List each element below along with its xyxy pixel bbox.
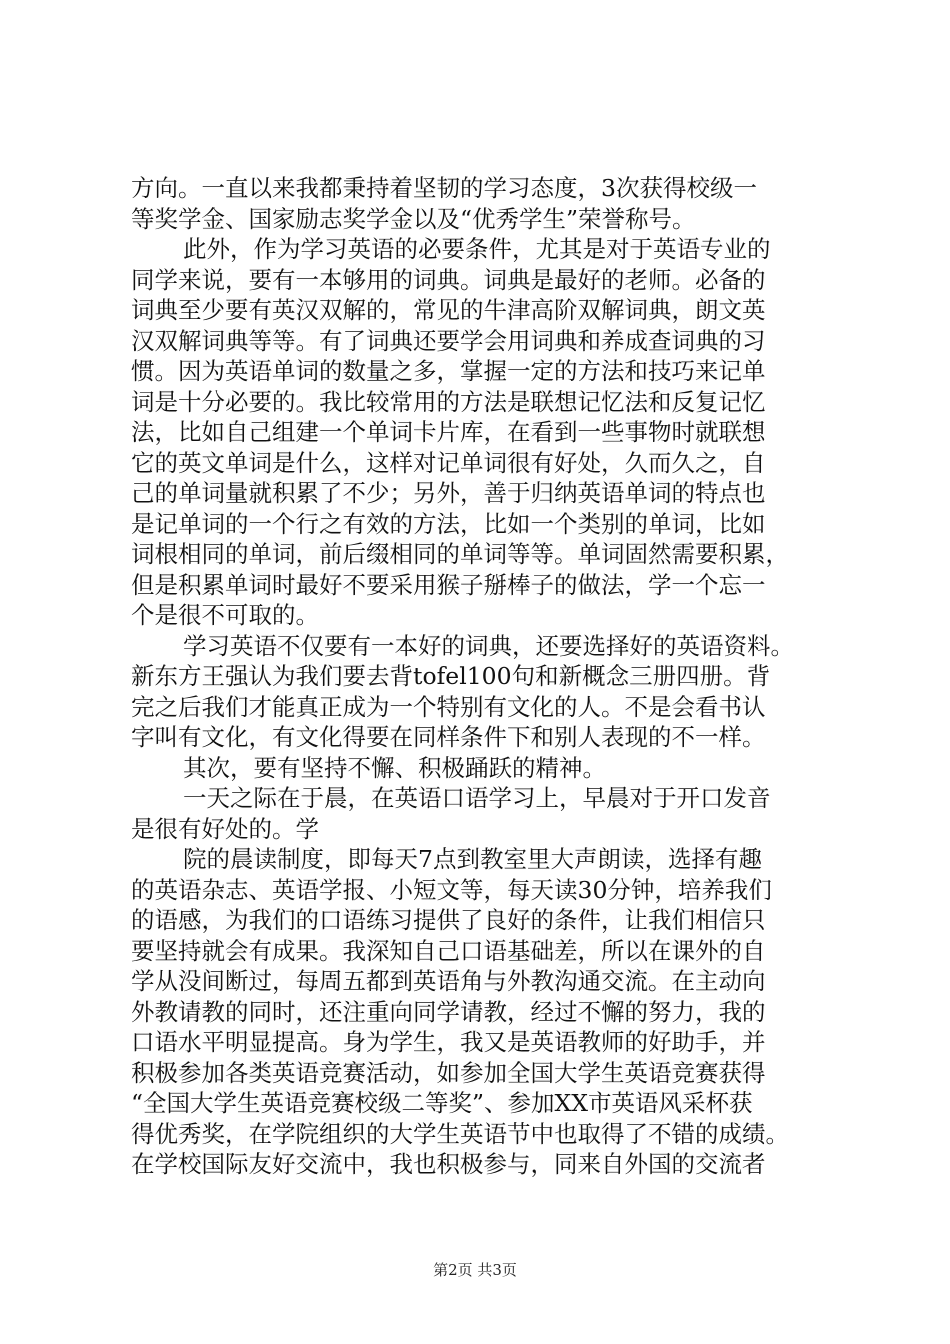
- text-line: 学从没间断过，每周五都到英语角与外教沟通交流。在主动向: [131, 967, 766, 995]
- paragraph-start-line: 院的晨读制度，即每天7点到教室里大声朗读，选择有趣: [183, 845, 762, 873]
- text-line: 它的英文单词是什么，这样对记单词很有好处，久而久之，自: [131, 448, 766, 477]
- text-line: 方向。一直以来我都秉持着坚韧的学习态度，3次获得校级一: [131, 174, 757, 202]
- text-line: 外教请教的同时，还注重向同学请教，经过不懈的努力，我的: [131, 997, 766, 1026]
- page-number-label: 第2页 共3页: [433, 1261, 517, 1279]
- text-line: 在学校国际友好交流中，我也积极参与，同来自外国的交流者: [131, 1150, 766, 1178]
- body-text: [131, 173, 831, 1180]
- paragraph-start-line: 其次，要有坚持不懈、积极踊跃的精神。: [183, 753, 606, 782]
- text-line: 字叫有文化，有文化得要在同样条件下和别人表现的不一样。: [131, 723, 766, 751]
- text-line: “全国大学生英语竞赛校级二等奖”、参加XX市英语风采杯获: [131, 1089, 753, 1117]
- text-line: 但是积累单词时最好不要采用猴子掰棒子的做法，学一个忘一: [131, 570, 766, 599]
- text-line: 完之后我们才能真正成为一个特别有文化的人。不是会看书认: [131, 692, 766, 721]
- paragraph-start-line: 学习英语不仅要有一本好的词典，还要选择好的英语资料。: [183, 631, 794, 660]
- text-line: 是记单词的一个行之有效的方法，比如一个类别的单词，比如: [131, 509, 766, 538]
- text-line: 词根相同的单词，前后缀相同的单词等等。单词固然需要积累，: [131, 540, 789, 568]
- text-line: 同学来说，要有一本够用的词典。词典是最好的老师。必备的: [131, 265, 766, 294]
- text-line: 词是十分必要的。我比较常用的方法是联想记忆法和反复记忆: [131, 387, 766, 416]
- text-line: 词典至少要有英汉双解的，常见的牛津高阶双解词典，朗文英: [131, 296, 766, 324]
- text-line: 得优秀奖，在学院组织的大学生英语节中也取得了不错的成绩。: [131, 1119, 789, 1148]
- text-line: 积极参加各类英语竞赛活动，如参加全国大学生英语竞赛获得: [131, 1058, 766, 1087]
- text-line: 惯。因为英语单词的数量之多，掌握一定的方法和技巧来记单: [131, 357, 766, 385]
- text-line: 的英语杂志、英语学报、小短文等，每天读30分钟，培养我们: [131, 875, 772, 904]
- paragraph-start-line: 此外，作为学习英语的必要条件，尤其是对于英语专业的: [183, 235, 771, 263]
- page-footer: [0, 1260, 950, 1280]
- text-line: 口语水平明显提高。身为学生，我又是英语教师的好助手，并: [131, 1028, 766, 1056]
- text-line: 法，比如自己组建一个单词卡片库，在看到一些事物时就联想: [131, 418, 766, 446]
- text-line: 个是很不可取的。: [131, 601, 319, 629]
- text-line: 是很有好处的。学: [131, 814, 319, 843]
- text-line: 要坚持就会有成果。我深知自己口语基础差，所以在课外的自: [131, 936, 766, 965]
- text-line: 汉双解词典等等。有了词典还要学会用词典和养成查词典的习: [131, 326, 766, 355]
- text-line: 等奖学金、国家励志奖学金以及“优秀学生”荣誉称号。: [131, 204, 696, 233]
- text-line: 己的单词量就积累了不少；另外，善于归纳英语单词的特点也: [131, 479, 766, 507]
- text-line: 新东方王强认为我们要去背tofel100句和新概念三册四册。背: [131, 662, 771, 690]
- text-line: 的语感，为我们的口语练习提供了良好的条件，让我们相信只: [131, 906, 766, 934]
- paragraph-start-line: 一天之际在于晨，在英语口语学习上，早晨对于开口发音: [183, 784, 771, 812]
